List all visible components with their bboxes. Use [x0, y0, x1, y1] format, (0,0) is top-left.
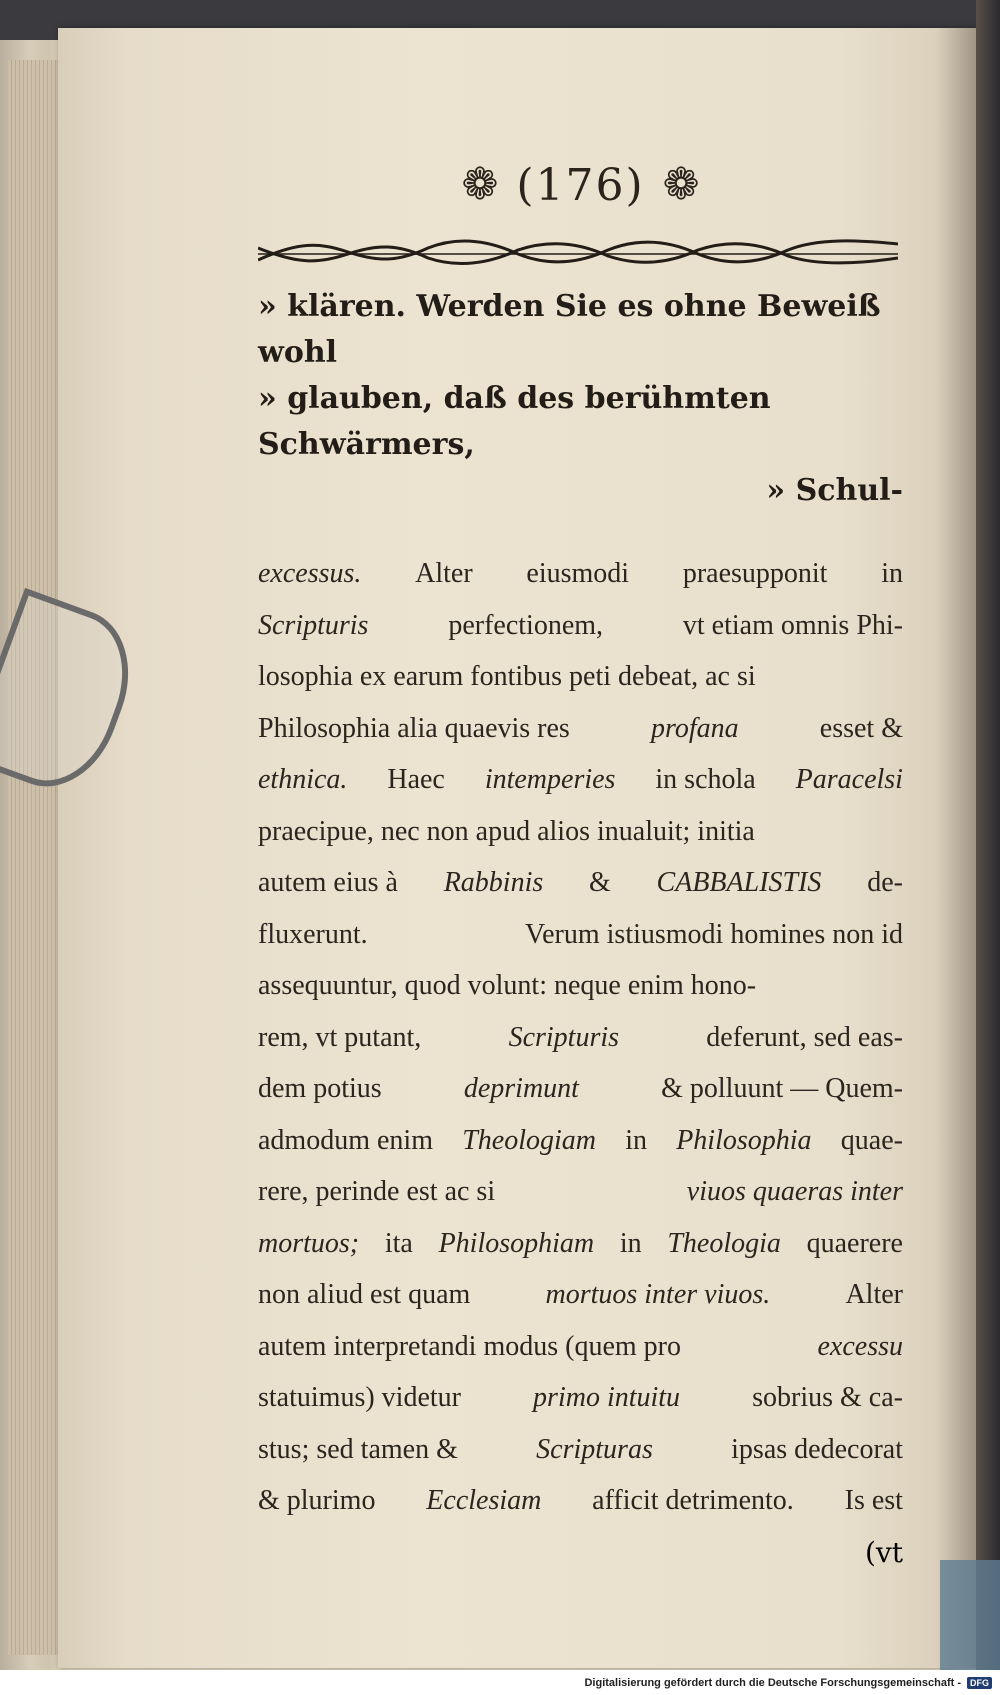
text-span: losophia ex earum fontibus peti debeat, ac si [258, 661, 756, 692]
ornamental-band [258, 234, 898, 270]
italic-text: excessu [817, 1330, 903, 1362]
text-span: admodum enim [258, 1124, 433, 1156]
text-line [258, 857, 903, 909]
text-line [258, 1269, 903, 1321]
italic-text: Paracelsi [795, 764, 903, 795]
italic-text: ethnica. [258, 764, 348, 795]
italic-text: mortuos inter viuos. [545, 1279, 771, 1310]
text-span: rere, perinde est ac si [258, 1176, 496, 1207]
text-span: esset & [819, 712, 903, 744]
text-span: autem eius à [258, 867, 398, 898]
italic-text: profana [650, 712, 739, 744]
latin-body-text [258, 548, 903, 1527]
footer-credit: Digitalisierung gefördert durch die Deutsche Forschungsgemeinschaft - [584, 1676, 961, 1689]
blue-tab [940, 1560, 1000, 1670]
text-span: & [589, 867, 611, 898]
text-span: Alter [415, 558, 473, 589]
text-span: quaerere [806, 1227, 903, 1259]
text-span: deferunt, sed eas- [706, 1021, 903, 1053]
text-line [258, 1218, 903, 1270]
spine-shadow [936, 28, 976, 1668]
text-line [258, 1372, 903, 1424]
page-edges [8, 60, 60, 1655]
text-span: assequuntur, quod volunt: neque enim hono- [258, 970, 757, 1001]
text-span: autem interpretandi modus (quem pro [258, 1330, 681, 1362]
book-cover-edge [976, 0, 1000, 1670]
italic-text: intemperies [484, 764, 616, 795]
text-span: praesupponit [682, 558, 828, 589]
italic-text: Theologia [667, 1227, 781, 1259]
italic-text: mortuos; [258, 1227, 360, 1259]
text-span: ipsas dedecorat [731, 1433, 903, 1465]
text-line [258, 754, 903, 806]
page-content [258, 150, 903, 1579]
text-span: & plurimo [258, 1485, 376, 1516]
text-span: sobrius & ca- [752, 1382, 903, 1413]
italic-text: Ecclesiam [426, 1485, 542, 1516]
text-line [258, 960, 903, 1012]
text-span: Verum istiusmodi homines non id [525, 918, 903, 950]
rosette-icon: ❁ [662, 159, 700, 210]
text-line [258, 1115, 903, 1167]
text-span: Haec [387, 764, 445, 795]
german-line-2: » glauben, daß des berühmten Schwärmers, [258, 381, 771, 462]
rosette-icon: ❁ [461, 159, 499, 210]
page-number: (176) [516, 159, 645, 211]
text-line [258, 1475, 903, 1527]
dfg-logo: DFG [967, 1677, 992, 1689]
text-line [258, 651, 903, 703]
catchword: (vt [865, 1535, 903, 1569]
text-line [258, 600, 903, 652]
italic-text: Scripturis [508, 1021, 620, 1053]
text-line [258, 1321, 903, 1373]
text-line [258, 1063, 903, 1115]
text-span: dem potius [258, 1073, 382, 1104]
text-span: in [881, 558, 903, 589]
text-span: Is est [844, 1485, 903, 1516]
text-span: ita [384, 1227, 413, 1259]
text-span: praecipue, nec non apud alios inualuit; initia [258, 815, 755, 847]
italic-text: deprimunt [463, 1073, 579, 1104]
text-span: perfectionem, [448, 609, 604, 641]
text-span: eiusmodi [526, 558, 630, 589]
italic-text: CABBALISTIS [656, 867, 822, 898]
italic-text: Philosophia [676, 1124, 812, 1156]
text-span: rem, vt putant, [258, 1021, 422, 1053]
text-span: in [619, 1227, 642, 1259]
text-line [258, 548, 903, 600]
italic-text: Theologiam [462, 1124, 596, 1156]
italic-text: excessus. [258, 558, 362, 589]
italic-text: Scripturas [536, 1433, 653, 1465]
italic-text: Philosophiam [438, 1227, 595, 1259]
page-header [258, 150, 903, 220]
text-span: Philosophia alia quaevis res [258, 712, 570, 744]
digitization-footer [0, 1670, 1000, 1695]
text-span: non aliud est quam [258, 1279, 471, 1310]
text-span: & polluunt — Quem- [661, 1073, 903, 1104]
text-span: Alter [845, 1279, 903, 1310]
text-span: vt etiam omnis Phi- [682, 609, 903, 641]
italic-text: primo intuitu [533, 1382, 681, 1413]
text-span: fluxerunt. [258, 918, 368, 950]
german-line-1: » klären. Werden Sie es ohne Beweiß wohl [258, 289, 881, 370]
text-span: in schola [655, 764, 756, 795]
text-span: stus; sed tamen & [258, 1433, 458, 1465]
german-line-3: » Schul- [766, 473, 903, 508]
text-line [258, 1166, 903, 1218]
text-line [258, 909, 903, 961]
text-span: de- [867, 867, 903, 898]
italic-text: Scripturis [258, 609, 369, 641]
text-line [258, 806, 903, 858]
italic-text: viuos quaeras inter [686, 1176, 903, 1207]
text-span: quae- [840, 1124, 903, 1156]
text-line [258, 1012, 903, 1064]
text-span: afficit detrimento. [592, 1485, 794, 1516]
italic-text: Rabbinis [443, 867, 544, 898]
text-line [258, 703, 903, 755]
text-span: in [625, 1124, 647, 1156]
text-span: statuimus) videtur [258, 1382, 461, 1413]
text-line [258, 1424, 903, 1476]
